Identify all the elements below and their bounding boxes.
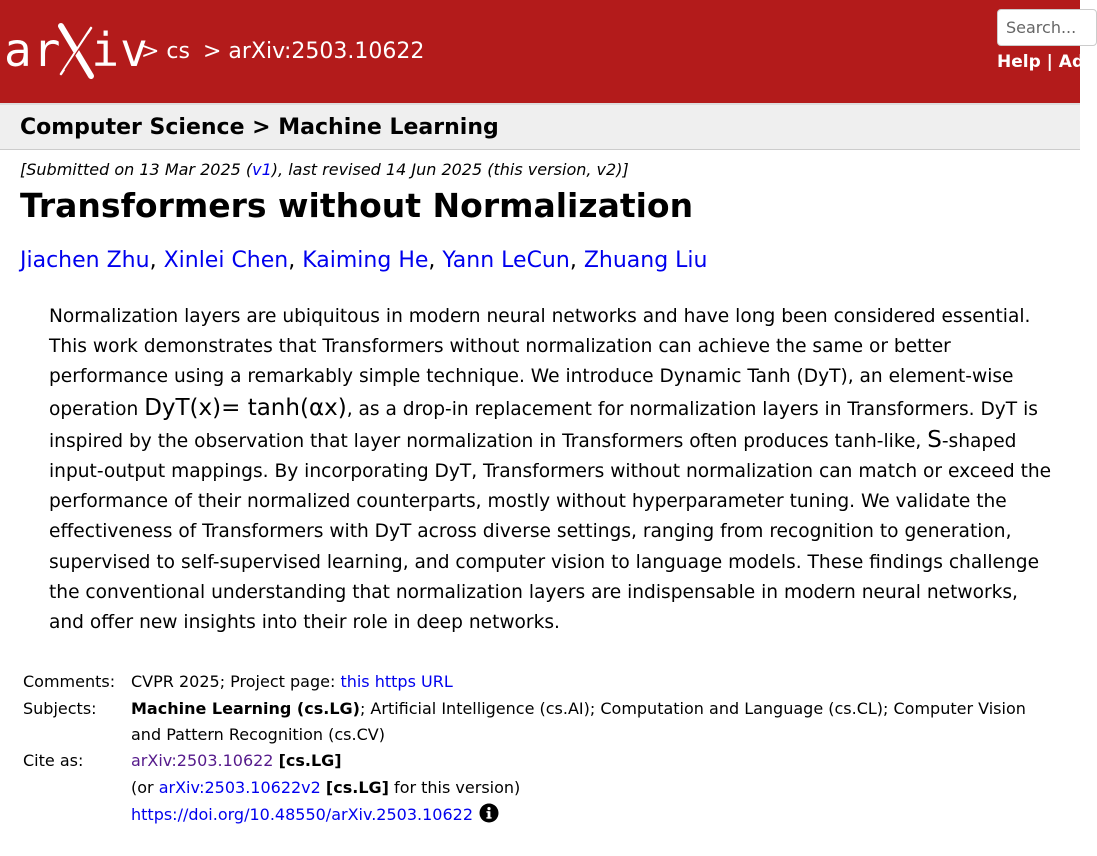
comments-text: CVPR 2025; Project page: bbox=[131, 672, 341, 691]
author-link[interactable]: Kaiming He bbox=[302, 248, 429, 273]
cite-value bbox=[131, 747, 1051, 831]
subjects-label: Subjects: bbox=[23, 699, 97, 718]
abstract-part-2: , as a drop-in replacement for normalization layers in Transformers. DyT is inspired by the observation that layer normalization in Transformers often produces tanh-like, bbox=[49, 398, 1038, 452]
subject-header-title: Computer Science > Machine Learning bbox=[20, 115, 499, 140]
submission-suffix: ), last revised 14 Jun 2025 (this version, v2)] bbox=[271, 160, 629, 179]
breadcrumb-paper-id[interactable]: > arXiv:2503.10622 bbox=[202, 39, 425, 64]
v1-link[interactable]: v1 bbox=[252, 160, 272, 179]
search-input[interactable]: Search... bbox=[997, 9, 1097, 46]
breadcrumb bbox=[141, 39, 430, 64]
comments-label: Comments: bbox=[23, 672, 116, 691]
subject-header bbox=[0, 103, 1080, 150]
subjects-value bbox=[131, 695, 1051, 747]
cite-row bbox=[23, 747, 1051, 831]
author-list bbox=[20, 248, 707, 273]
submission-history bbox=[20, 160, 629, 179]
logo-right-text: iv bbox=[91, 23, 149, 77]
cite-id-link[interactable]: arXiv:2503.10622 bbox=[131, 751, 274, 770]
author-link[interactable]: Zhuang Liu bbox=[583, 248, 708, 273]
cite-category: [cs.LG] bbox=[278, 751, 342, 770]
cite-or-suffix: for this version) bbox=[388, 778, 521, 797]
info-icon[interactable] bbox=[479, 803, 499, 831]
project-page-link[interactable]: this https URL bbox=[340, 672, 453, 691]
author-link[interactable]: Yann LeCun bbox=[442, 248, 570, 273]
subjects-line-2: and Pattern Recognition (cs.CV) bbox=[131, 725, 385, 744]
author-separator: , bbox=[149, 248, 164, 273]
cite-or-prefix: (or bbox=[131, 778, 159, 797]
arxiv-logo[interactable] bbox=[4, 18, 149, 82]
author-link[interactable]: Jiachen Zhu bbox=[20, 248, 150, 273]
comments-value bbox=[131, 668, 1051, 695]
comments-row bbox=[23, 668, 1051, 695]
cite-line-1 bbox=[131, 747, 1051, 774]
logo-x-icon bbox=[57, 20, 95, 80]
subjects-row bbox=[23, 695, 1051, 747]
author-link[interactable]: Xinlei Chen bbox=[163, 248, 289, 273]
cite-line-3 bbox=[131, 801, 1051, 831]
cite-v2-link[interactable]: arXiv:2503.10622v2 bbox=[158, 778, 321, 797]
abstract-formula: DyT(x)= tanh(αx) bbox=[144, 394, 347, 421]
cite-v2-category: [cs.LG] bbox=[325, 778, 389, 797]
cite-label: Cite as: bbox=[23, 751, 84, 770]
abstract-s-letter: S bbox=[927, 426, 942, 453]
subjects-line-1 bbox=[131, 695, 1051, 722]
doi-link[interactable]: https://doi.org/10.48550/arXiv.2503.10622 bbox=[131, 805, 473, 824]
site-header bbox=[0, 0, 1096, 103]
logo-left-text: ar bbox=[4, 23, 62, 77]
primary-subject: Machine Learning (cs.LG) bbox=[131, 699, 360, 718]
submission-prefix: [Submitted on 13 Mar 2025 ( bbox=[20, 160, 253, 179]
metadata-table bbox=[23, 668, 1051, 831]
cite-line-2 bbox=[131, 774, 1051, 801]
other-subjects: ; Artificial Intelligence (cs.AI); Computation and Language (cs.CL); Computer Vision bbox=[359, 699, 1026, 718]
help-links[interactable]: Help | Adv bbox=[997, 52, 1096, 72]
abstract-part-1: Normalization layers are ubiquitous in modern neural networks and have long been considered essential. This work demonstrates that Transformers without normalization can achieve the same or better performance using a remarkably simple technique. We introduce Dynamic Tanh (DyT), an element-wise operation bbox=[49, 306, 1031, 420]
author-separator: , bbox=[569, 248, 584, 273]
paper-title: Transformers without Normalization bbox=[20, 186, 694, 225]
abstract bbox=[49, 302, 1054, 638]
author-separator: , bbox=[428, 248, 443, 273]
breadcrumb-cs[interactable]: > cs bbox=[141, 39, 190, 64]
author-separator: , bbox=[288, 248, 303, 273]
abstract-part-3: -shaped input-output mappings. By incorporating DyT, Transformers without normalization can match or exceed the performance of their normalized counterparts, mostly without hyperparameter tuning. We validate the effectiveness of Transformers with DyT across diverse settings, ranging from recognition to generation, supervised to self-supervised learning, and computer vision to language models. These findings challenge the conventional understanding that normalization layers are indispensable in modern neural networks, and offer new insights into their role in deep networks. bbox=[49, 430, 1052, 634]
